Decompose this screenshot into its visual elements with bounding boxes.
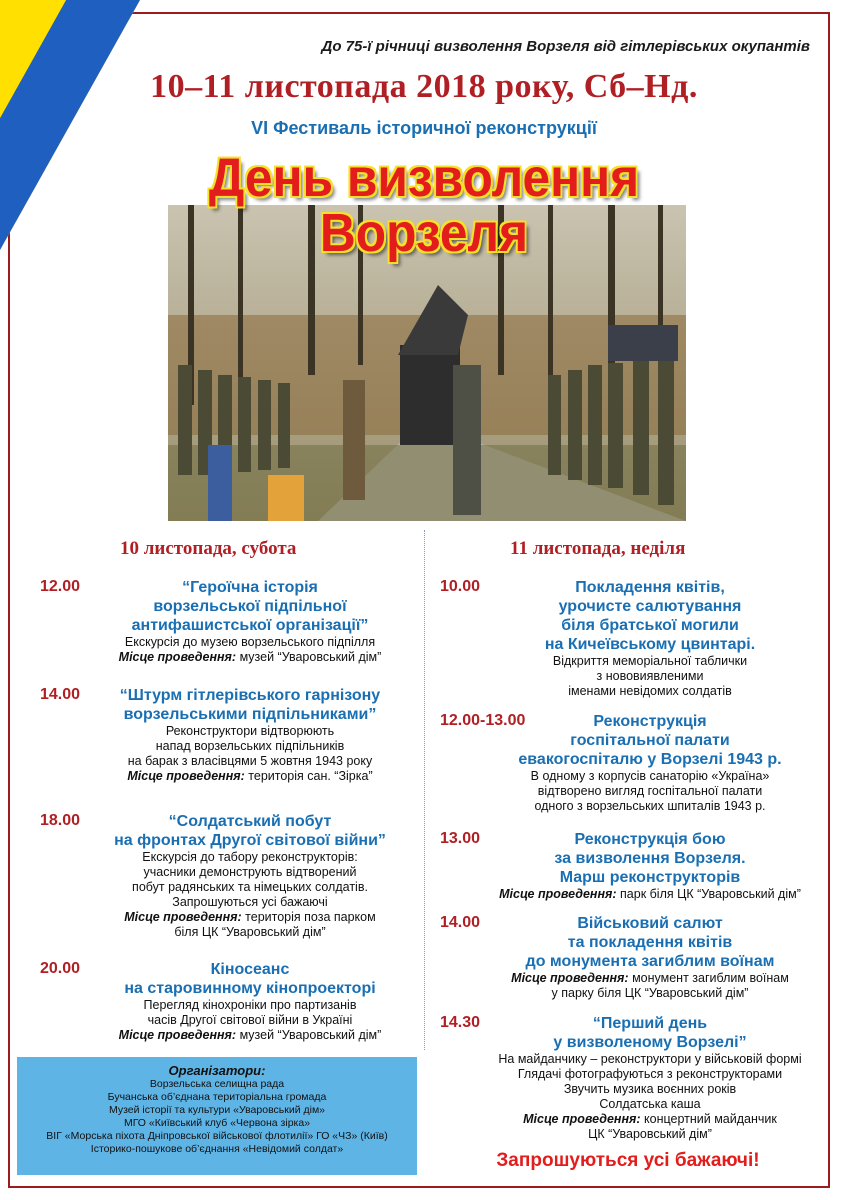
event-title-line: ворзельськими підпільниками” bbox=[123, 706, 377, 723]
title-line-1: День визволення bbox=[208, 148, 640, 208]
event-title-line: біля братської могили bbox=[561, 617, 739, 634]
event-title-line: до монумента загиблим воїнам bbox=[525, 953, 775, 970]
organizer-item: Бучанська об’єднана територіальна громада bbox=[107, 1091, 327, 1103]
day1-heading: 10 листопада, субота bbox=[120, 538, 297, 559]
schedule-event bbox=[40, 812, 420, 940]
event-location bbox=[480, 1112, 820, 1127]
event-body bbox=[80, 812, 420, 940]
event-description-line: учасники демонструють відтворений bbox=[143, 865, 357, 879]
location-value: музей “Уваровський дім” bbox=[239, 1028, 382, 1042]
event-description-line: Звучить музика воєнних років bbox=[563, 1082, 737, 1096]
schedule-event bbox=[440, 712, 820, 814]
location-label: Місце проведення: bbox=[124, 910, 242, 924]
event-location bbox=[80, 650, 420, 665]
event-time: 18.00 bbox=[40, 812, 81, 829]
location-label: Місце проведення: bbox=[511, 971, 629, 985]
organizers-heading: Організатори: bbox=[168, 1063, 266, 1078]
event-description-line: Запрошуються усі бажаючі bbox=[172, 895, 328, 909]
event-body bbox=[480, 1014, 820, 1142]
event-title-line: “Штурм гітлерівського гарнізону bbox=[119, 687, 381, 704]
event-body bbox=[480, 712, 820, 814]
event-description-line: На майданчику – реконструктори у військовій формі bbox=[498, 1052, 802, 1066]
anniversary-note: До 75-ї річниці визволення Ворзеля від гітлерівських окупантів bbox=[321, 38, 810, 55]
event-location bbox=[80, 910, 420, 925]
location-value: територія поза парком bbox=[245, 910, 376, 924]
event-title-line: та покладення квітів bbox=[567, 934, 733, 951]
location-label: Місце проведення: bbox=[499, 887, 617, 901]
event-title-line: на Кичеївському цвинтарі. bbox=[544, 636, 756, 653]
event-description-line: з нововиявленими bbox=[596, 669, 704, 683]
event-description-line: одного з ворзельських шпиталів 1943 р. bbox=[534, 799, 766, 813]
location-label: Місце проведення: bbox=[118, 650, 237, 664]
schedule-event bbox=[440, 830, 820, 902]
event-body bbox=[480, 830, 820, 902]
event-location bbox=[80, 1028, 420, 1043]
event-location-extra: у парку біля ЦК “Уваровський дім” bbox=[551, 986, 749, 1000]
event-description-line: часів Другої світової війни в Україні bbox=[147, 1013, 353, 1027]
location-label: Місце проведення: bbox=[127, 769, 245, 783]
event-body bbox=[80, 686, 420, 784]
event-title-line: госпітальної палати bbox=[570, 732, 730, 749]
location-value: парк біля ЦК “Уваровський дім” bbox=[620, 887, 801, 901]
event-location bbox=[480, 971, 820, 986]
organizers-list bbox=[17, 1078, 417, 1156]
schedule-event bbox=[440, 914, 820, 1001]
event-title-line: урочисте салютування bbox=[558, 598, 742, 615]
event-location-extra: біля ЦК “Уваровський дім” bbox=[174, 925, 326, 939]
event-description-line: Солдатська каша bbox=[599, 1097, 701, 1111]
event-description-line: іменами невідомих солдатів bbox=[568, 684, 732, 698]
event-title-line: “Перший день bbox=[592, 1015, 708, 1032]
event-title-line: антифашистської організації” bbox=[131, 617, 369, 634]
event-description-line: Екскурсія до музею ворзельського підпілля bbox=[124, 635, 376, 649]
column-divider bbox=[424, 530, 426, 1050]
event-description-line: напад ворзельських підпільників bbox=[155, 739, 345, 753]
event-title-line: на фронтах Другої світової війни” bbox=[114, 832, 386, 849]
festival-name: VI Фестиваль історичної реконструкції bbox=[251, 118, 597, 138]
event-description-line: Перегляд кінохроніки про партизанів bbox=[143, 998, 357, 1012]
event-description-line: побут радянських та німецьких солдатів. bbox=[132, 880, 368, 894]
event-title-line: Кіносеанс bbox=[210, 961, 290, 978]
event-title-line: “Солдатський побут bbox=[168, 813, 332, 830]
event-title-line: Реконструкція bbox=[593, 713, 707, 730]
title-line-2: Ворзеля bbox=[319, 203, 529, 263]
event-title-line: Марш реконструкторів bbox=[559, 869, 741, 886]
event-time: 13.00 bbox=[440, 830, 481, 847]
location-value: музей “Уваровський дім” bbox=[239, 650, 382, 664]
location-value: монумент загиблим воїнам bbox=[632, 971, 789, 985]
schedule-event bbox=[40, 686, 420, 784]
event-description-line: Екскурсія до табору реконструкторів: bbox=[142, 850, 358, 864]
event-title-line: евакогоспіталю у Ворзелі 1943 р. bbox=[518, 751, 782, 768]
event-time: 20.00 bbox=[40, 960, 81, 977]
event-description-line: Відкриття меморіальної таблички bbox=[552, 654, 748, 668]
schedule-event bbox=[40, 578, 420, 665]
event-title-line: у визволеному Ворзелі” bbox=[553, 1034, 747, 1051]
event-description-line: на барак з власівцями 5 жовтня 1943 року bbox=[127, 754, 373, 768]
event-title-line: “Героїчна історія bbox=[182, 579, 318, 596]
event-location bbox=[80, 769, 420, 784]
event-time: 14.00 bbox=[40, 686, 81, 703]
day2-heading: 11 листопада, неділя bbox=[510, 538, 686, 559]
location-value: територія сан. “Зірка” bbox=[248, 769, 373, 783]
location-label: Місце проведення: bbox=[118, 1028, 237, 1042]
organizer-item: Музей історії та культури «Уваровський дім» bbox=[108, 1104, 326, 1116]
organizers-box bbox=[17, 1057, 417, 1175]
event-description-line: Глядачі фотографуються з реконструкторами bbox=[517, 1067, 783, 1081]
event-body bbox=[80, 960, 420, 1043]
event-time: 12.00-13.00 bbox=[440, 712, 526, 729]
event-title-line: Військовий салют bbox=[577, 915, 723, 932]
event-dates: 10–11 листопада 2018 року, Сб–Нд. bbox=[150, 68, 698, 105]
invitation-text: Запрошуються усі бажаючі! bbox=[496, 1150, 760, 1171]
schedule-event bbox=[440, 578, 820, 699]
organizer-item: ВІГ «Морська піхота Дніпровської військової флотилії» ГО «ЧЗ» (Київ) bbox=[46, 1130, 388, 1142]
event-location-extra: ЦК “Уваровський дім” bbox=[588, 1127, 712, 1141]
event-title-line: ворзельської підпільної bbox=[153, 598, 347, 615]
event-body bbox=[80, 578, 420, 665]
event-time: 14.00 bbox=[440, 914, 481, 931]
event-description-line: відтворено вигляд госпітальної палати bbox=[537, 784, 763, 798]
event-time: 12.00 bbox=[40, 578, 81, 595]
organizer-item: МГО «Київський клуб «Червона зірка» bbox=[123, 1117, 311, 1129]
event-location bbox=[480, 887, 820, 902]
event-body bbox=[480, 578, 820, 699]
schedule-event bbox=[440, 1014, 820, 1142]
location-label: Місце проведення: bbox=[523, 1112, 641, 1126]
schedule-event bbox=[40, 960, 420, 1043]
event-title-line: Покладення квітів, bbox=[575, 579, 725, 596]
event-title-line: на старовинному кінопроекторі bbox=[124, 980, 376, 997]
event-body bbox=[480, 914, 820, 1001]
event-title-line: Реконструкція бою bbox=[574, 831, 726, 848]
location-value: концертний майданчик bbox=[644, 1112, 777, 1126]
event-time: 14.30 bbox=[440, 1014, 481, 1031]
event-description-line: Реконструктори відтворюють bbox=[165, 724, 335, 738]
organizer-item: Історико-пошукове об’єднання «Невідомий солдат» bbox=[90, 1143, 344, 1155]
organizer-item: Ворзельська селищна рада bbox=[149, 1078, 285, 1090]
event-time: 10.00 bbox=[440, 578, 481, 595]
event-description-line: В одному з корпусів санаторію «Україна» bbox=[530, 769, 770, 783]
event-title-line: за визволення Ворзеля. bbox=[554, 850, 746, 867]
